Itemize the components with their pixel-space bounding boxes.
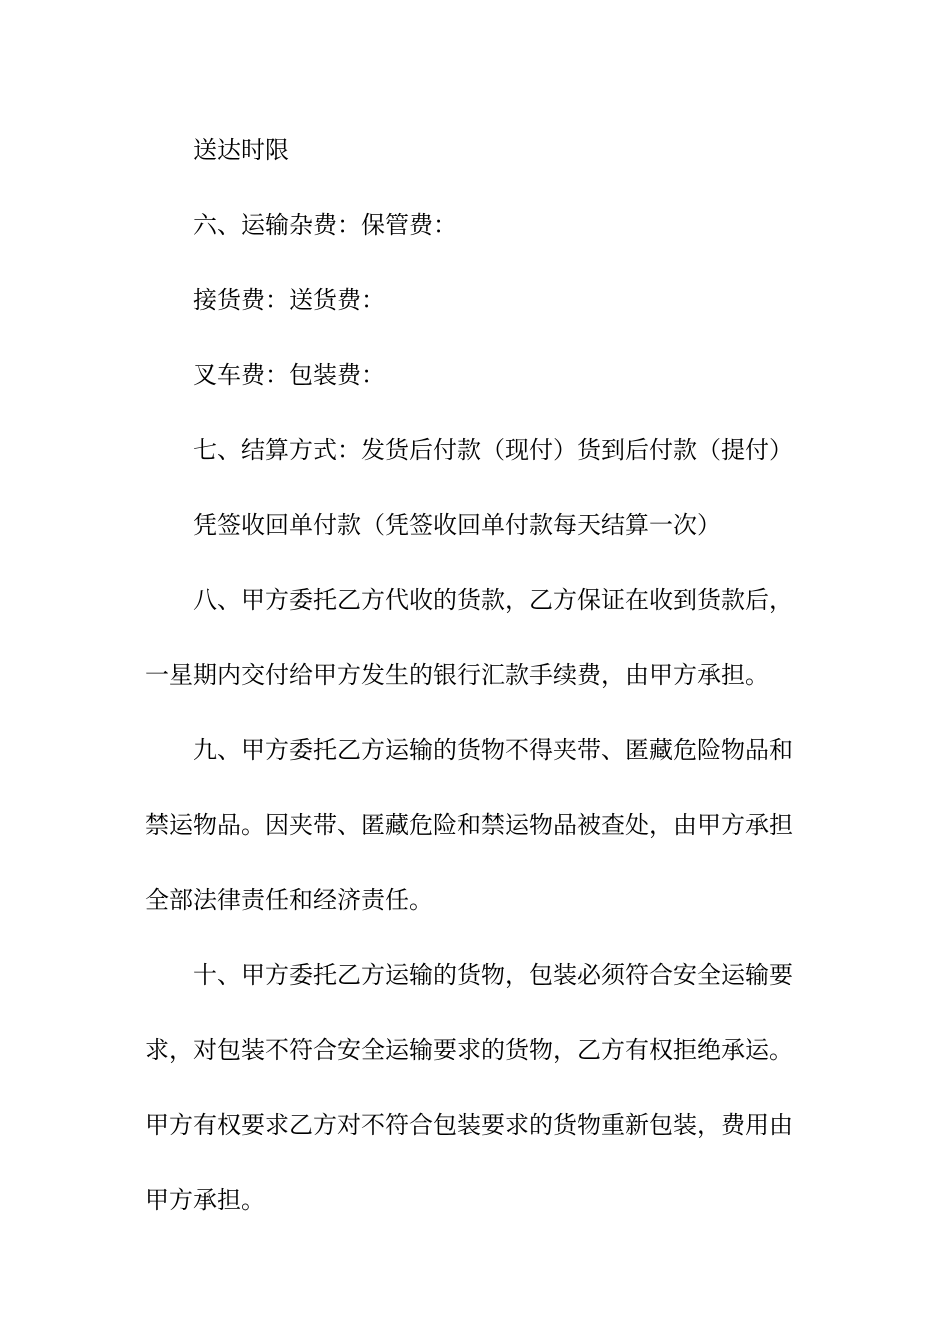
text-line-section-10-cont-2: 甲方有权要求乙方对不符合包装要求的货物重新包装，费用由 bbox=[145, 1111, 793, 1139]
text-line-section-10: 十、甲方委托乙方运输的货物，包装必须符合安全运输要 bbox=[193, 961, 793, 989]
text-line-section-9: 九、甲方委托乙方运输的货物不得夹带、匿藏危险物品和 bbox=[193, 736, 793, 764]
text-line-receipt-payment: 凭签收回单付款（凭签收回单付款每天结算一次） bbox=[193, 511, 721, 539]
text-line-section-10-cont-1: 求，对包装不符合安全运输要求的货物，乙方有权拒绝承运。 bbox=[145, 1036, 793, 1064]
text-line-section-9-cont-2: 全部法律责任和经济责任。 bbox=[145, 886, 433, 914]
text-line-section-6: 六、运输杂费：保管费： bbox=[193, 211, 457, 239]
text-line-section-9-cont-1: 禁运物品。因夹带、匿藏危险和禁运物品被查处，由甲方承担 bbox=[145, 811, 793, 839]
text-line-section-8: 八、甲方委托乙方代收的货款，乙方保证在收到货款后， bbox=[193, 586, 793, 614]
text-line-delivery-time: 送达时限 bbox=[193, 136, 289, 164]
text-line-section-10-cont-3: 甲方承担。 bbox=[145, 1186, 265, 1214]
text-line-pickup-fee: 接货费：送货费： bbox=[193, 286, 385, 314]
text-line-section-8-cont: 一星期内交付给甲方发生的银行汇款手续费，由甲方承担。 bbox=[145, 661, 769, 689]
text-line-section-7: 七、结算方式：发货后付款（现付）货到后付款（提付） bbox=[193, 436, 793, 464]
text-line-forklift-fee: 叉车费：包装费： bbox=[193, 361, 385, 389]
